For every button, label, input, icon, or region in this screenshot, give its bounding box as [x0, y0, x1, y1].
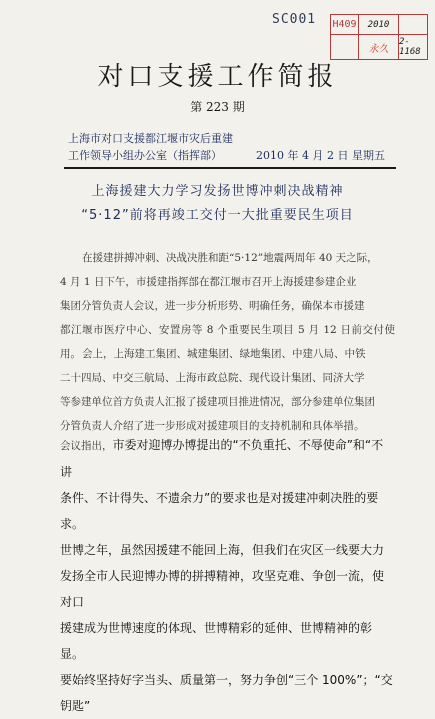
para1-line: 集团分管负责人会议，进一步分析形势、明确任务，确保本市援建 — [60, 300, 365, 312]
headline-line-2: “5·12”前将再竣工交付一大批重要民生项目 — [81, 208, 354, 223]
archive-cell-year: 2010 — [359, 15, 399, 35]
issue-date: 2010 年 4 月 2 日 星期五 — [256, 149, 385, 162]
paragraph-2 — [60, 342, 395, 438]
archive-cell-blank-1 — [399, 15, 427, 35]
header-divider — [64, 167, 396, 169]
org-line-2: 工作领导小组办公室（指挥部） — [68, 149, 222, 162]
para2-line: 分管负责人介绍了进一步形成对援建项目的支持机制和具体举措。 — [60, 420, 365, 432]
headline-line-1: 上海援建大力学习发扬世博冲刺决战精神 — [91, 184, 344, 199]
para2-line: 等参建单位首方负责人汇报了援建项目推进情况，部分参建单位集团 — [60, 396, 375, 408]
para3-line: 援建成为世博速度的体现、世博精彩的延伸、世博精神的彰显。 — [60, 621, 373, 661]
para1-line: 4 月 1 日下午，市援建指挥部在都江堰市召开上海援建参建企业 — [60, 276, 357, 288]
para2-line: 二十四局、中交三航局、上海市政总院、现代设计集团、同济大学 — [60, 372, 365, 384]
para3-line: 发扬全市人民迎博办博的拼搏精神，攻坚克难、争创一流，使对口 — [60, 569, 385, 609]
issuing-organization — [68, 130, 385, 164]
archive-cell-box: H409 — [331, 15, 359, 35]
para1-line: 在援建拼搏冲刺、决战决胜和距“5·12”地震两周年 40 天之际， — [82, 252, 378, 264]
para3-lead: 会议指出， — [60, 440, 113, 452]
archive-cell-number: 2-1168 — [399, 37, 421, 57]
archive-cell-retention: 永久 — [359, 35, 399, 59]
para3-line-text: 市委对迎博办博提出的“不负重托、不辱使命”和“不讲 — [60, 438, 384, 479]
para1-line: 都江堰市医疗中心、安置房等 8 个重要民生项目 5 月 12 日前交付使用。 — [60, 324, 395, 360]
issue-number: 第 223 期 — [190, 100, 245, 114]
bulletin-title: 对口支援工作简报 — [97, 62, 338, 92]
para3-line: 条件、不计得失、不遗余力”的要求也是对援建冲刺决胜的要求。 — [60, 491, 379, 531]
para2-line: 会上，上海建工集团、城建集团、绿地集团、中建八局、中铁 — [82, 348, 366, 360]
org-line-1: 上海市对口支援都江堰市灾后重建 — [68, 132, 233, 145]
para3-line: 世博之年，虽然因援建不能回上海，但我们在灾区一线要大力 — [60, 543, 385, 557]
archive-stamp — [330, 14, 428, 60]
archive-code-stamp: SC001 — [272, 12, 317, 27]
para3-line: 要始终坚持好字当头、质量第一，努力争创“三个 100%”；“交钥匙” — [60, 673, 393, 713]
paragraph-3 — [60, 432, 395, 719]
para3-line — [60, 432, 395, 485]
